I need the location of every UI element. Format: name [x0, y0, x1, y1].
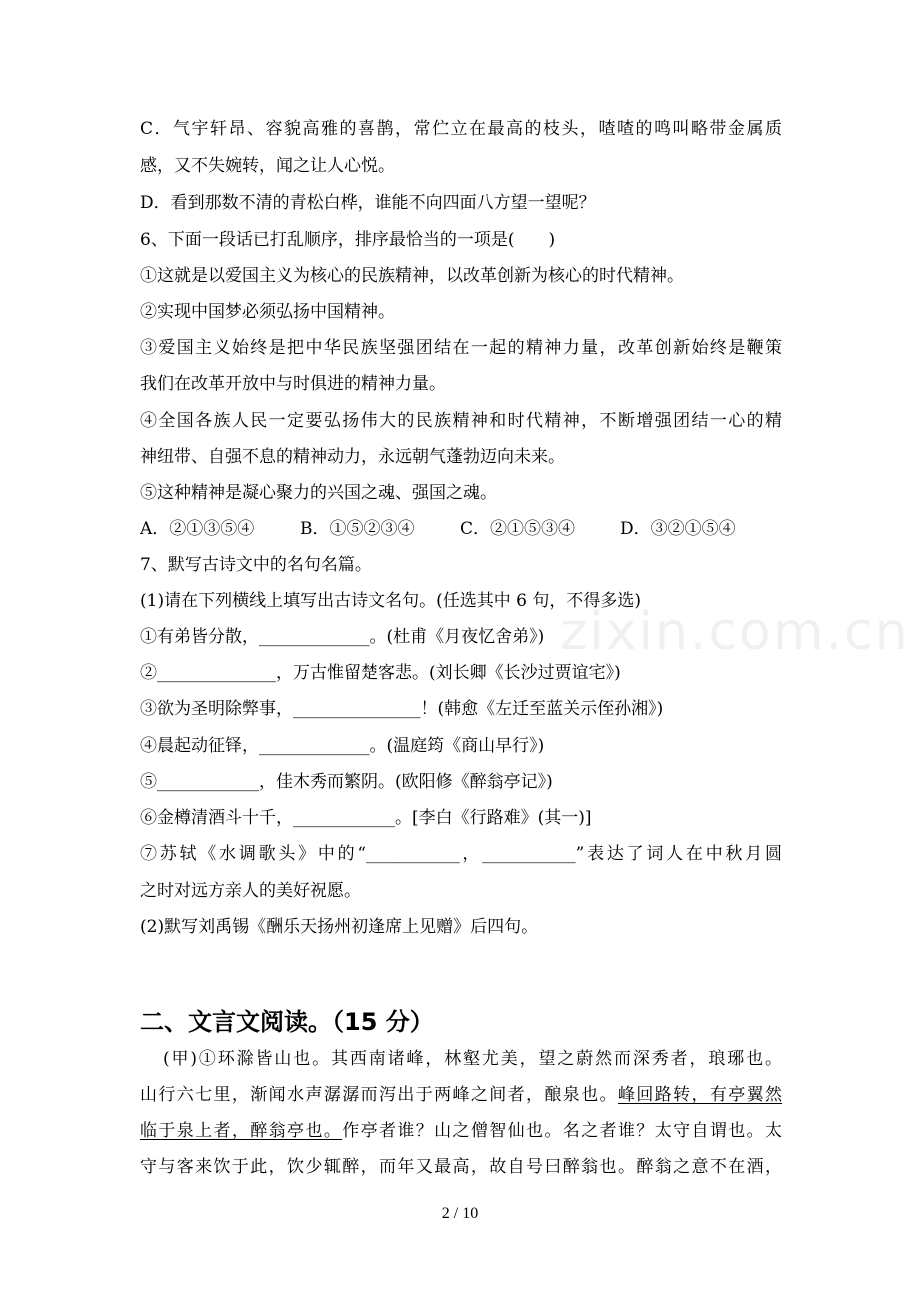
passage-underlined-1: 峰回路转，有亭翼然 — [617, 1085, 782, 1105]
passage-line3 — [140, 1120, 782, 1142]
question-7-part1: (1)请在下列横线上填写出古诗文名句。(任选其中 6 句，不得多选) — [140, 591, 641, 611]
passage-line4: 守与客来饮于此，饮少辄醉，而年又最高，故自号曰醉翁也。醉翁之意不在酒， — [140, 1157, 782, 1177]
poem-blank-2: ②______________，万古惟留楚客悲。(刘长卿《长沙过贾谊宅》) — [140, 663, 621, 683]
sentence-3-line2: 我们在改革开放中与时俱进的精神力量。 — [140, 374, 446, 394]
passage-line2-text: 山行六七里，渐闻水声潺潺而泻出于两峰之间者，酿泉也。 — [140, 1085, 618, 1105]
passage-underlined-2: 临于泉上者，醉翁亭也。 — [140, 1121, 343, 1141]
poem-blank-6: ⑥金樽清酒斗十千，____________。[李白《行路难》(其一)] — [140, 808, 592, 828]
option-d-line: D．看到那数不清的青松白桦，谁能不向四面八方望一望呢？ — [140, 193, 596, 213]
option-c-line1: C．气宇轩昂、容貌高雅的喜鹊，常伫立在最高的枝头，喳喳的鸣叫略带金属质 — [140, 119, 782, 139]
option-b: B．①⑤②③④ — [300, 519, 415, 539]
option-d: D．③②①⑤④ — [620, 519, 736, 539]
option-c-line2: 感，又不失婉转，闻之让人心悦。 — [140, 156, 395, 176]
sentence-2: ②实现中国梦必须弘扬中国精神。 — [140, 302, 395, 322]
poem-blank-7-line1: ⑦苏轼《水调歌头》中的“___________，___________”表达了词人在中秋月圆 — [140, 844, 782, 864]
sentence-4-line1: ④全国各族人民一定要弘扬伟大的民族精神和时代精神，不断增强团结一心的精 — [140, 411, 782, 431]
sentence-3-line1: ③爱国主义始终是把中华民族坚强团结在一起的精神力量，改革创新始终是鞭策 — [140, 338, 782, 358]
poem-blank-7-line2: 之时对远方亲人的美好祝愿。 — [140, 881, 361, 901]
poem-blank-4: ④晨起动征铎，_____________。(温庭筠《商山早行》) — [140, 736, 545, 756]
answer-options — [140, 518, 782, 540]
sentence-5: ⑤这种精神是凝心聚力的兴国之魂、强国之魂。 — [140, 483, 497, 503]
watermark: zixin.com.cn — [560, 602, 910, 662]
question-7-part2: (2)默写刘禹锡《酬乐天扬州初逢席上见赠》后四句。 — [140, 917, 539, 937]
option-c: C．②①⑤③④ — [460, 519, 576, 539]
section-heading: 二、文言文阅读。（15 分） — [140, 1008, 434, 1036]
passage-line1: (甲)①环滁皆山也。其西南诸峰，林壑尤美，望之蔚然而深秀者，琅琊也。 — [163, 1049, 782, 1069]
page-number: 2 / 10 — [441, 1205, 479, 1222]
option-a: A．②①③⑤④ — [140, 519, 255, 539]
sentence-1: ①这就是以爱国主义为核心的民族精神，以改革创新为核心的时代精神。 — [140, 266, 684, 286]
question-6: 6、下面一段话已打乱顺序，排序最恰当的一项是( ) — [140, 230, 556, 250]
poem-blank-1: ①有弟皆分散，_____________。(杜甫《月夜忆舍弟》) — [140, 627, 545, 647]
passage-line3-text: 作亭者谁？山之僧智仙也。名之者谁？太守自谓也。太 — [342, 1121, 782, 1141]
passage-line2 — [140, 1084, 782, 1106]
poem-blank-5: ⑤____________，佳木秀而繁阴。(欧阳修《醉翁亭记》) — [140, 772, 553, 792]
poem-blank-3: ③欲为圣明除弊事，_______________！(韩愈《左迁至蓝关示侄孙湘》) — [140, 699, 664, 719]
sentence-4-line2: 神纽带、自强不息的精神动力，永远朝气蓬勃迈向未来。 — [140, 447, 565, 467]
question-7: 7、默写古诗文中的名句名篇。 — [140, 555, 372, 575]
